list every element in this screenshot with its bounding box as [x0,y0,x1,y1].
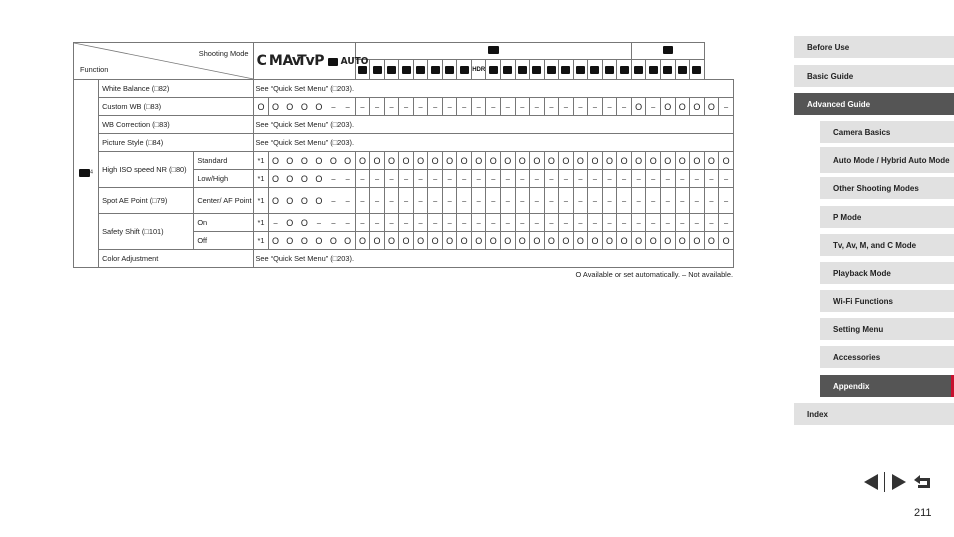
scene-mode-icon [428,60,443,80]
availability-cell: – [501,98,516,116]
availability-cell: – [486,170,501,188]
sidebar-item[interactable]: P Mode [820,206,954,228]
availability-cell: O [283,98,298,116]
availability-cell: – [675,170,690,188]
availability-cell: – [660,170,675,188]
availability-cell: O [573,232,588,250]
sidebar-item[interactable]: Wi-Fi Functions [820,290,954,312]
availability-cell: O [326,152,341,170]
availability-cell: – [457,170,472,188]
availability-cell: – [268,214,283,232]
sidebar-item[interactable]: Basic Guide [794,65,954,87]
availability-cell: – [457,214,472,232]
availability-cell: O [312,152,327,170]
availability-cell: O [268,170,283,188]
function-name: Color Adjustment [99,250,254,268]
scene-mode-icon [515,60,530,80]
availability-cell: – [675,214,690,232]
availability-cell: – [413,188,428,214]
availability-cell: – [617,170,632,188]
mode-p: P [312,43,327,80]
availability-cell: – [544,188,559,214]
availability-cell: – [544,214,559,232]
availability-cell: – [530,214,545,232]
mode-av: Av [283,43,298,80]
camera-icon [488,46,499,54]
availability-cell: O [297,188,312,214]
availability-cell: O [690,152,705,170]
availability-cell: – [399,188,414,214]
availability-cell: – [544,98,559,116]
availability-cell: – [617,214,632,232]
availability-cell: *1 [254,188,268,214]
table-row [74,214,734,232]
scene-mode-icon [442,60,457,80]
availability-cell: – [471,98,486,116]
table-row [74,134,734,152]
availability-cell: O [471,152,486,170]
availability-cell: – [719,170,734,188]
availability-cell: O [442,152,457,170]
availability-cell: O [384,152,399,170]
availability-cell: O [515,232,530,250]
availability-cell: – [442,170,457,188]
scene-mode-icon [530,60,545,80]
availability-cell: O [719,232,734,250]
see-reference: See “Quick Set Menu” (□203). [254,134,734,152]
shooting-mode-label: Shooting Mode [198,49,249,58]
availability-cell: O [660,232,675,250]
availability-cell: O [617,152,632,170]
availability-cell: – [413,170,428,188]
availability-cell: – [690,170,705,188]
mode-tv: Tv [297,43,312,80]
availability-cell: – [646,170,661,188]
availability-cell: – [370,170,385,188]
availability-cell: O [471,232,486,250]
availability-cell: – [588,214,603,232]
availability-cell: O [413,152,428,170]
availability-cell: – [312,214,327,232]
availability-cell: – [501,170,516,188]
availability-cell: O [297,214,312,232]
availability-cell: – [326,170,341,188]
shooting-menu-group: 4 [74,80,99,268]
availability-cell: – [617,188,632,214]
see-reference: See “Quick Set Menu” (□203). [254,116,734,134]
availability-cell: – [355,98,370,116]
availability-cell: – [515,214,530,232]
availability-cell: O [283,232,298,250]
availability-cell: – [530,188,545,214]
availability-cell: – [660,214,675,232]
function-table [73,42,734,268]
table-row [74,98,734,116]
availability-cell: O [631,98,646,116]
availability-cell: O [704,232,719,250]
availability-cell: – [428,214,443,232]
availability-cell: – [515,98,530,116]
availability-cell: O [719,152,734,170]
shooting-tab-icon [79,169,90,177]
availability-cell: – [413,98,428,116]
sidebar-item[interactable]: Accessories [820,346,954,368]
availability-cell: O [690,232,705,250]
availability-cell: – [646,98,661,116]
availability-cell: O [297,232,312,250]
availability-cell: – [675,188,690,214]
availability-cell: – [719,214,734,232]
scene-mode-icon [617,60,632,80]
availability-cell: O [428,152,443,170]
availability-cell: O [370,232,385,250]
table-row [74,116,734,134]
availability-cell: – [326,98,341,116]
function-option: Low/High [194,170,254,188]
availability-cell: – [559,214,574,232]
availability-cell: O [486,232,501,250]
scene-mode-icon [501,60,516,80]
availability-cell: O [312,98,327,116]
next-page-icon[interactable] [890,474,908,490]
availability-cell: O [646,232,661,250]
scene-mode-icon [602,60,617,80]
availability-cell: O [660,98,675,116]
availability-cell: – [602,170,617,188]
table-row [74,188,734,214]
availability-cell: – [370,214,385,232]
availability-cell: – [704,214,719,232]
scene-mode-icon: HDR [471,60,486,80]
availability-cell: – [486,214,501,232]
scene-mode-icon [588,60,603,80]
see-reference: See “Quick Set Menu” (□203). [254,80,734,98]
availability-cell: O [588,152,603,170]
table-row [74,80,734,98]
see-reference: See “Quick Set Menu” (□203). [254,250,734,268]
availability-cell: O [457,232,472,250]
availability-cell: O [486,152,501,170]
availability-cell: – [428,98,443,116]
scene-mode-icon [544,60,559,80]
availability-cell: – [602,214,617,232]
availability-cell: *1 [254,152,268,170]
availability-cell: *1 [254,214,268,232]
mode-auto: AUTO [341,43,356,80]
availability-cell: O [588,232,603,250]
availability-cell: – [617,98,632,116]
sidebar-item[interactable]: Auto Mode / Hybrid Auto Mode [820,147,954,173]
availability-cell: – [573,188,588,214]
availability-cell: O [355,232,370,250]
availability-cell: – [486,98,501,116]
availability-cell: – [559,170,574,188]
scene-mode-icon [413,60,428,80]
availability-cell: – [326,214,341,232]
availability-cell: O [312,188,327,214]
availability-cell: – [399,214,414,232]
availability-cell: – [457,98,472,116]
sidebar-item[interactable]: Setting Menu [820,318,954,340]
function-name: Custom WB (□83) [99,98,254,116]
availability-cell: O [602,152,617,170]
mode-m: M [268,43,283,80]
availability-cell: *1 [254,232,268,250]
availability-cell: – [341,98,356,116]
availability-cell: O [283,152,298,170]
availability-cell: – [719,188,734,214]
availability-cell: – [602,98,617,116]
availability-cell: O [559,232,574,250]
availability-cell: O [602,232,617,250]
availability-cell: – [631,214,646,232]
sidebar-item[interactable]: Index [794,403,954,425]
availability-cell: O [690,98,705,116]
availability-cell: – [588,170,603,188]
availability-cell: – [428,188,443,214]
scene-mode-icon [559,60,574,80]
availability-cell: – [486,188,501,214]
availability-cell: – [631,170,646,188]
availability-cell: – [326,188,341,214]
sidebar-item[interactable]: Before Use [794,36,954,58]
availability-cell: O [283,170,298,188]
function-name: WB Correction (□83) [99,116,254,134]
availability-cell: – [471,214,486,232]
availability-cell: O [283,214,298,232]
availability-cell: O [559,152,574,170]
scene-mode-icon [675,60,690,80]
availability-cell: O [704,152,719,170]
availability-cell: O [254,98,268,116]
availability-cell: – [471,170,486,188]
nav-divider [884,472,885,492]
sidebar-item[interactable]: Camera Basics [820,121,954,143]
movie-icon [663,46,673,54]
availability-cell: O [442,232,457,250]
availability-cell: O [704,98,719,116]
availability-cell: – [704,188,719,214]
availability-cell: – [559,188,574,214]
availability-cell: O [631,152,646,170]
availability-cell: – [660,188,675,214]
availability-cell: O [268,232,283,250]
scene-mode-icon [646,60,661,80]
availability-cell: – [690,188,705,214]
availability-cell: – [501,188,516,214]
function-option: Off [194,232,254,250]
availability-cell: – [602,188,617,214]
availability-cell: O [675,152,690,170]
function-name: High ISO speed NR (□80) [99,152,194,188]
availability-cell: – [384,170,399,188]
availability-cell: – [631,188,646,214]
availability-cell: O [297,152,312,170]
availability-cell: – [384,188,399,214]
function-name: Safety Shift (□101) [99,214,194,250]
function-label: Function [80,65,109,74]
availability-cell: O [384,232,399,250]
availability-cell: – [428,170,443,188]
function-name: Spot AE Point (□79) [99,188,194,214]
availability-cell: – [559,98,574,116]
availability-cell: – [588,98,603,116]
availability-cell: – [442,188,457,214]
availability-cell: O [399,152,414,170]
availability-cell: O [544,232,559,250]
availability-cell: O [312,232,327,250]
availability-cell: – [530,98,545,116]
mode-c: C [254,43,268,80]
availability-cell: – [341,188,356,214]
availability-cell: – [646,188,661,214]
availability-cell: *1 [254,170,268,188]
availability-cell: O [283,188,298,214]
availability-cell: O [660,152,675,170]
scene-mode-icon [486,60,501,80]
availability-cell: O [370,152,385,170]
scene-mode-icon [631,60,646,80]
availability-cell: O [573,152,588,170]
scene-mode-icon [384,60,399,80]
availability-cell: O [501,232,516,250]
availability-cell: O [501,152,516,170]
availability-cell: – [573,98,588,116]
availability-cell: – [515,170,530,188]
availability-cell: – [442,98,457,116]
availability-cell: O [428,232,443,250]
availability-cell: – [370,98,385,116]
availability-cell: O [530,152,545,170]
availability-cell: – [370,188,385,214]
availability-cell: O [341,152,356,170]
availability-cell: O [617,232,632,250]
availability-cell: O [515,152,530,170]
availability-cell: – [544,170,559,188]
scene-mode-icon [399,60,414,80]
availability-cell: O [457,152,472,170]
scene-mode-icon [690,60,705,80]
availability-cell: – [515,188,530,214]
availability-cell: – [399,98,414,116]
table-row [74,152,734,170]
availability-cell: O [268,188,283,214]
availability-cell: O [544,152,559,170]
availability-cell: O [297,98,312,116]
availability-cell: – [704,170,719,188]
availability-cell: – [471,188,486,214]
availability-cell: O [675,232,690,250]
availability-cell: – [355,170,370,188]
prev-page-icon[interactable] [862,474,880,490]
availability-cell: – [399,170,414,188]
availability-cell: – [355,188,370,214]
function-option: Standard [194,152,254,170]
availability-cell: – [355,214,370,232]
availability-cell: O [312,170,327,188]
availability-cell: O [631,232,646,250]
function-option: On [194,214,254,232]
availability-cell: – [530,170,545,188]
availability-cell: O [399,232,414,250]
availability-cell: – [341,214,356,232]
availability-cell: – [384,98,399,116]
legend: O Available or set automatically. – Not available. [575,270,733,279]
availability-cell: – [341,170,356,188]
availability-cell: O [355,152,370,170]
availability-cell: O [341,232,356,250]
scene-mode-icon [370,60,385,80]
movie-group-header [631,43,704,60]
return-icon[interactable] [912,474,934,490]
sidebar-item[interactable]: Playback Mode [820,262,954,284]
function-option: Center/ AF Point [194,188,254,214]
availability-cell: – [442,214,457,232]
availability-cell: O [675,98,690,116]
availability-cell: O [326,232,341,250]
sidebar-item[interactable]: Appendix [820,375,954,397]
availability-cell: O [297,170,312,188]
availability-cell: – [384,214,399,232]
sidebar-item[interactable]: Advanced Guide [794,93,954,115]
availability-cell: O [413,232,428,250]
availability-cell: O [268,152,283,170]
function-name: Picture Style (□84) [99,134,254,152]
availability-cell: – [690,214,705,232]
availability-cell: – [501,214,516,232]
availability-cell: – [646,214,661,232]
availability-cell: – [573,214,588,232]
sidebar-item[interactable]: Other Shooting Modes [820,177,954,199]
table-row [74,250,734,268]
scene-mode-icon [573,60,588,80]
still-group-header [355,43,631,60]
availability-cell: O [530,232,545,250]
page-number: 211 [914,507,932,519]
availability-cell: – [719,98,734,116]
availability-cell: – [457,188,472,214]
header-corner [74,43,254,80]
availability-cell: O [646,152,661,170]
mode-hybrid-icon [326,43,341,80]
availability-cell: – [573,170,588,188]
function-name: White Balance (□82) [99,80,254,98]
scene-mode-icon [457,60,472,80]
availability-cell: O [268,98,283,116]
scene-mode-icon [660,60,675,80]
availability-cell: – [413,214,428,232]
sidebar-item[interactable]: Tv, Av, M, and C Mode [820,234,954,256]
availability-cell: – [588,188,603,214]
